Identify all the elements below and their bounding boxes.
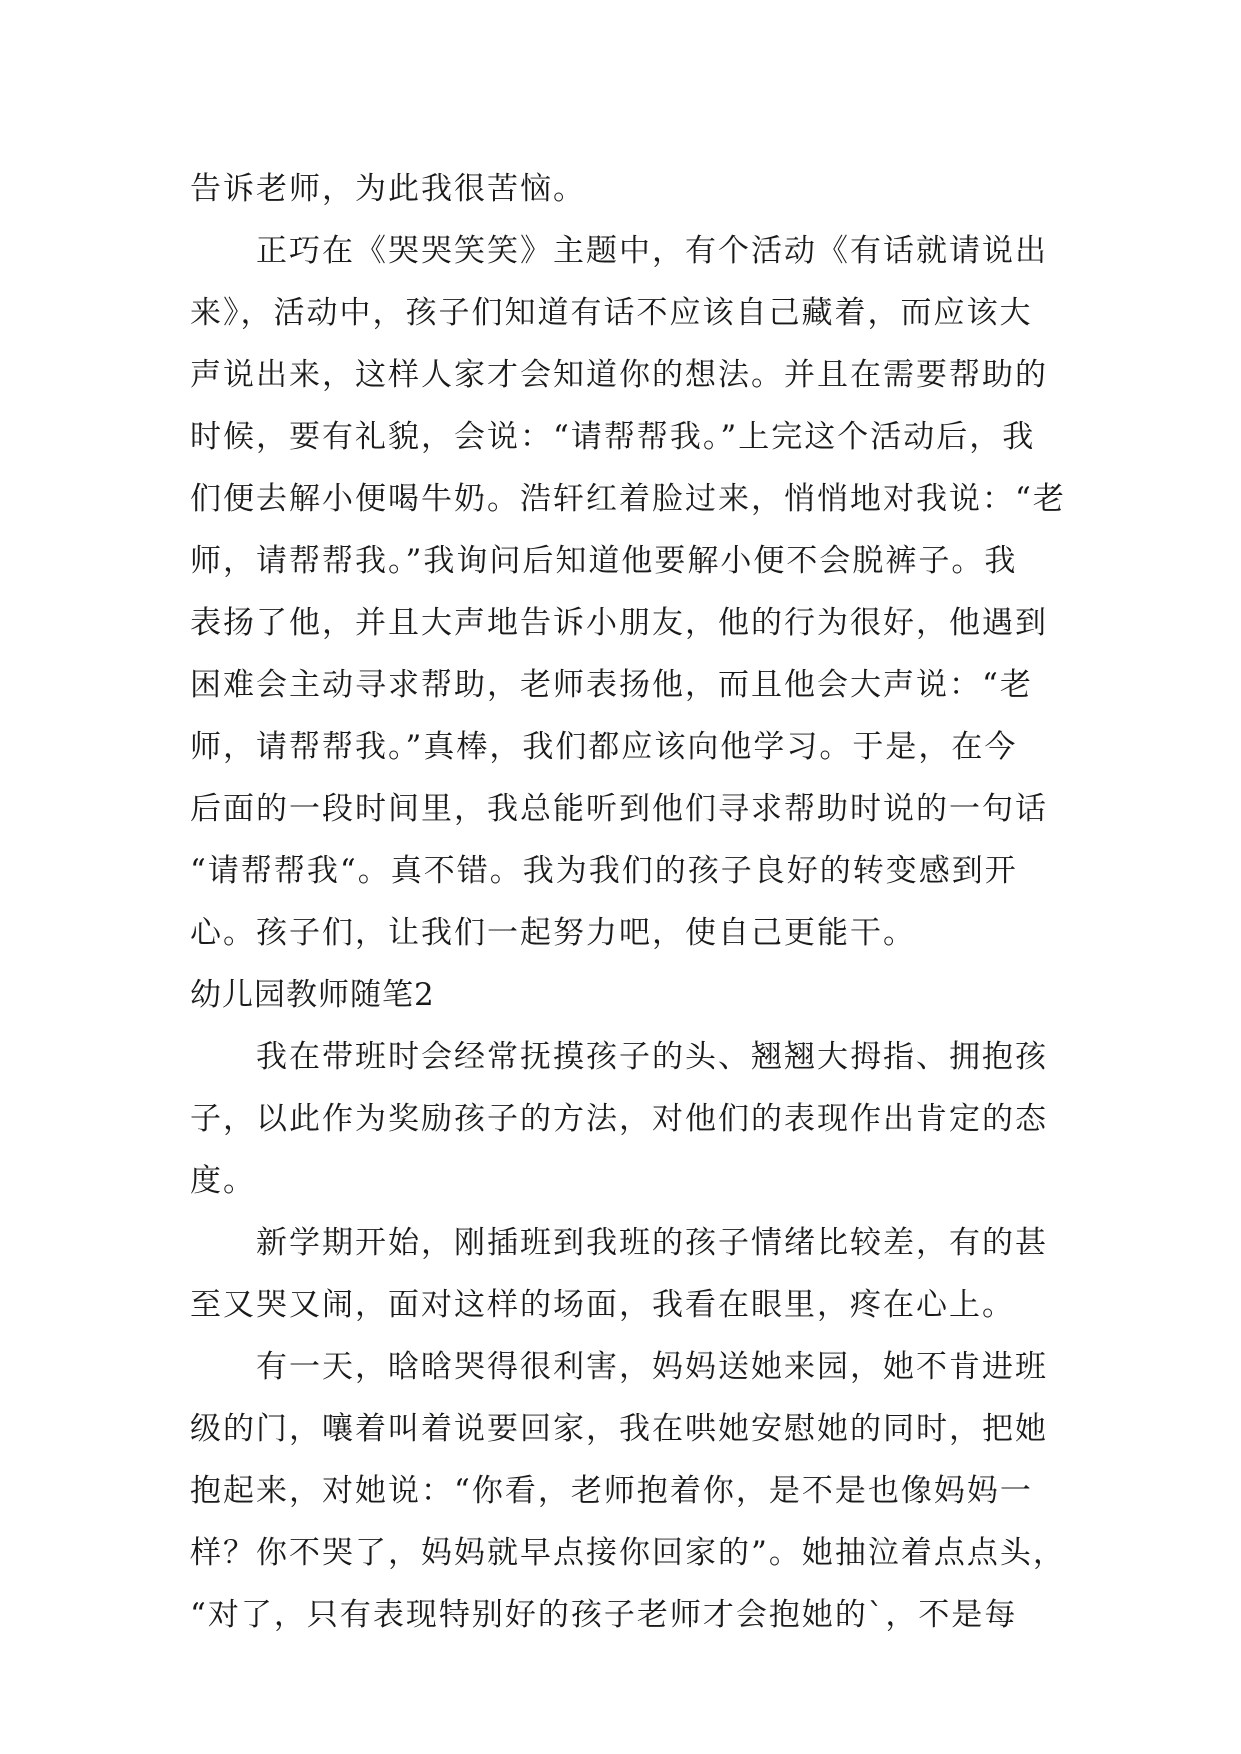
document-body <box>190 158 1070 1646</box>
text-line: 时候，要有礼貌，会说：“请帮帮我。”上完这个活动后，我 <box>190 419 1036 455</box>
paragraph-start-line: 我在带班时会经常抚摸孩子的头、翘翘大拇指、拥抱孩 <box>256 1039 1048 1075</box>
text-line: 度。 <box>190 1163 256 1199</box>
text-line: 告诉老师，为此我很苦恼。 <box>190 171 586 207</box>
text-line: 后面的一段时间里，我总能听到他们寻求帮助时说的一句话 <box>190 791 1048 827</box>
text-line: 师，请帮帮我。”我询问后知道他要解小便不会脱裤子。我 <box>190 543 1018 579</box>
text-line: 抱起来，对她说：“你看，老师抱着你，是不是也像妈妈一 <box>190 1473 1033 1509</box>
text-line: 表扬了他，并且大声地告诉小朋友，他的行为很好，他遇到 <box>190 605 1048 641</box>
text-line: “请帮帮我“。真不错。我为我们的孩子良好的转变感到开 <box>190 853 1018 889</box>
paragraph-start-line: 新学期开始，刚插班到我班的孩子情绪比较差，有的甚 <box>256 1225 1048 1261</box>
section-heading: 幼儿园教师随笔2 <box>190 977 435 1013</box>
text-line: 困难会主动寻求帮助，老师表扬他，而且他会大声说：“老 <box>190 667 1033 703</box>
text-line: 声说出来，这样人家才会知道你的想法。并且在需要帮助的 <box>190 357 1048 393</box>
text-line: 师，请帮帮我。”真棒，我们都应该向他学习。于是，在今 <box>190 729 1018 765</box>
text-line: 至又哭又闹，面对这样的场面，我看在眼里，疼在心上。 <box>190 1287 1015 1323</box>
text-line: 级的门，嚷着叫着说要回家，我在哄她安慰她的同时，把她 <box>190 1411 1048 1447</box>
text-line: 子，以此作为奖励孩子的方法，对他们的表现作出肯定的态 <box>190 1101 1048 1137</box>
text-line: “对了，只有表现特别好的孩子老师才会抱她的`，不是每 <box>190 1597 1018 1633</box>
text-line: 们便去解小便喝牛奶。浩轩红着脸过来，悄悄地对我说：“老 <box>190 481 1066 517</box>
text-line: 来》，活动中，孩子们知道有话不应该自己藏着，而应该大 <box>190 295 1033 331</box>
paragraph-start-line: 正巧在《哭哭笑笑》主题中，有个活动《有话就请说出 <box>256 233 1048 269</box>
paragraph-start-line: 有一天，晗晗哭得很利害，妈妈送她来园，她不肯进班 <box>256 1349 1048 1385</box>
text-line: 样？你不哭了，妈妈就早点接你回家的”。她抽泣着点点头， <box>190 1535 1066 1571</box>
text-line: 心。孩子们，让我们一起努力吧，使自己更能干。 <box>190 915 916 951</box>
